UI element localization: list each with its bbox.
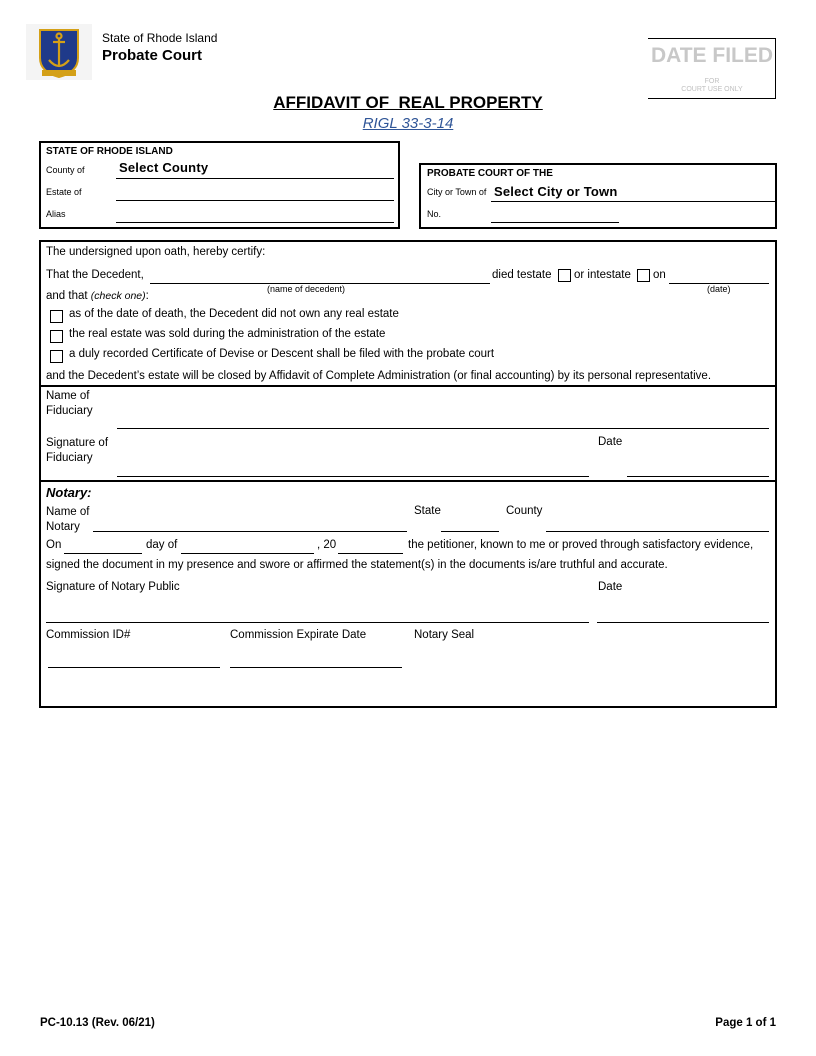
decedent-prefix: That the Decedent, <box>46 269 144 281</box>
notary-month-field[interactable] <box>181 553 314 554</box>
commission-id-field[interactable] <box>48 667 220 668</box>
notary-signature-field[interactable] <box>46 622 589 623</box>
city-select[interactable]: Select City or Town <box>494 184 618 199</box>
fiduciary-signature-field[interactable] <box>117 476 589 477</box>
died-testate-label: died testate <box>492 269 552 281</box>
notary-name-label-2: Notary <box>46 521 80 533</box>
or-intestate-label: or intestate <box>574 269 631 281</box>
estate-label: Estate of <box>46 187 82 197</box>
state-seal <box>26 24 92 80</box>
option-2-checkbox[interactable] <box>50 330 63 343</box>
fiduciary-name-label <box>46 389 93 419</box>
day-of-label: day of <box>146 539 178 551</box>
page-number: Page 1 of 1 <box>715 1017 776 1029</box>
option-1-label: as of the date of death, the Decedent did not own any real estate <box>69 308 399 320</box>
city-line <box>491 201 775 202</box>
testate-checkbox[interactable] <box>558 269 571 282</box>
fiduciary-name-label-1: Name of <box>46 390 90 402</box>
certify-intro: The undersigned upon oath, hereby certify: <box>46 246 266 258</box>
name-of-decedent-caption: (name of decedent) <box>267 284 346 294</box>
fiduciary-sig-label-1: Signature of <box>46 437 109 449</box>
form-id: PC-10.13 (Rev. 06/21) <box>40 1017 155 1029</box>
date-filed-label: DATE FILED <box>650 44 774 67</box>
alias-label: Alias <box>46 209 66 219</box>
notary-seal-label: Notary Seal <box>414 629 475 641</box>
option-3-label: a duly recorded Certificate of Devise or Descent shall be filed with the probate court <box>69 348 495 360</box>
county-line <box>116 178 394 179</box>
court-use-only-label: COURT USE ONLY <box>681 86 743 93</box>
probate-court-box <box>419 163 777 229</box>
option-2-label: the real estate was sold during the administration of the estate <box>69 328 386 340</box>
page-title: AFFIDAVIT OF REAL PROPERTY <box>273 93 543 112</box>
notary-heading: Notary: <box>46 485 92 500</box>
probate-court-heading: PROBATE COURT OF THE <box>427 168 553 179</box>
signed-text: signed the document in my presence and swore or affirmed the statement(s) in the documents is/are truthful and accurate. <box>46 559 668 571</box>
fiduciary-date-label: Date <box>598 436 623 448</box>
date-caption: (date) <box>707 284 731 294</box>
notary-state-label: State <box>414 505 441 517</box>
option-1-checkbox[interactable] <box>50 310 63 323</box>
county-label: County of <box>46 165 85 175</box>
notary-name-field[interactable] <box>93 531 407 532</box>
commission-expiration-field[interactable] <box>230 667 402 668</box>
state-name: State of Rhode Island <box>102 31 218 45</box>
date-filed-box <box>648 38 776 99</box>
court-name: Probate Court <box>102 47 203 64</box>
notary-county-label: County <box>506 505 543 517</box>
notary-signature-label: Signature of Notary Public <box>46 581 180 593</box>
notary-state-field[interactable] <box>441 531 499 532</box>
section-divider-1 <box>41 385 775 387</box>
check-one-colon: : <box>145 290 149 302</box>
estate-field[interactable] <box>116 200 394 201</box>
petitioner-text: the petitioner, known to me or proved through satisfactory evidence, <box>408 539 754 551</box>
notary-county-field[interactable] <box>546 531 769 532</box>
check-one-label: (check one) <box>90 290 146 302</box>
notary-name-label <box>46 505 89 535</box>
notary-name-label-1: Name of <box>46 506 90 518</box>
county-select[interactable]: Select County <box>119 160 209 175</box>
notary-date-field[interactable] <box>597 622 769 623</box>
on-label: on <box>653 269 666 281</box>
commission-id-label: Commission ID# <box>46 629 131 641</box>
estate-info-box <box>39 141 400 229</box>
option-3-checkbox[interactable] <box>50 350 63 363</box>
fiduciary-name-field[interactable] <box>117 428 769 429</box>
for-label: FOR <box>704 78 720 85</box>
notary-year-field[interactable] <box>338 553 403 554</box>
on-day-label: On <box>46 539 62 551</box>
affidavit-box <box>39 240 777 708</box>
fiduciary-signature-label <box>46 436 108 466</box>
no-label: No. <box>427 209 442 219</box>
fiduciary-date-field[interactable] <box>627 476 769 477</box>
and-that-label: and that <box>46 290 88 302</box>
commission-expiration-label: Commission Expirate Date <box>230 629 367 641</box>
fiduciary-name-label-2: Fiduciary <box>46 405 93 417</box>
fiduciary-sig-label-2: Fiduciary <box>46 452 93 464</box>
closing-statement: and the Decedent’s estate will be closed by Affidavit of Complete Administration (or final accounting) by its personal representative. <box>46 370 712 382</box>
case-number-field[interactable] <box>491 222 619 223</box>
notary-date-label: Date <box>598 581 623 593</box>
and-that-line <box>46 290 149 302</box>
alias-field[interactable] <box>116 222 394 223</box>
notary-day-field[interactable] <box>64 553 142 554</box>
comma-20-label: , 20 <box>317 539 337 551</box>
city-label: City or Town of <box>427 187 487 197</box>
statute-link[interactable]: RIGL 33-3-14 <box>362 115 454 132</box>
section-divider-2 <box>41 480 775 482</box>
intestate-checkbox[interactable] <box>637 269 650 282</box>
state-heading: STATE OF RHODE ISLAND <box>46 146 173 157</box>
